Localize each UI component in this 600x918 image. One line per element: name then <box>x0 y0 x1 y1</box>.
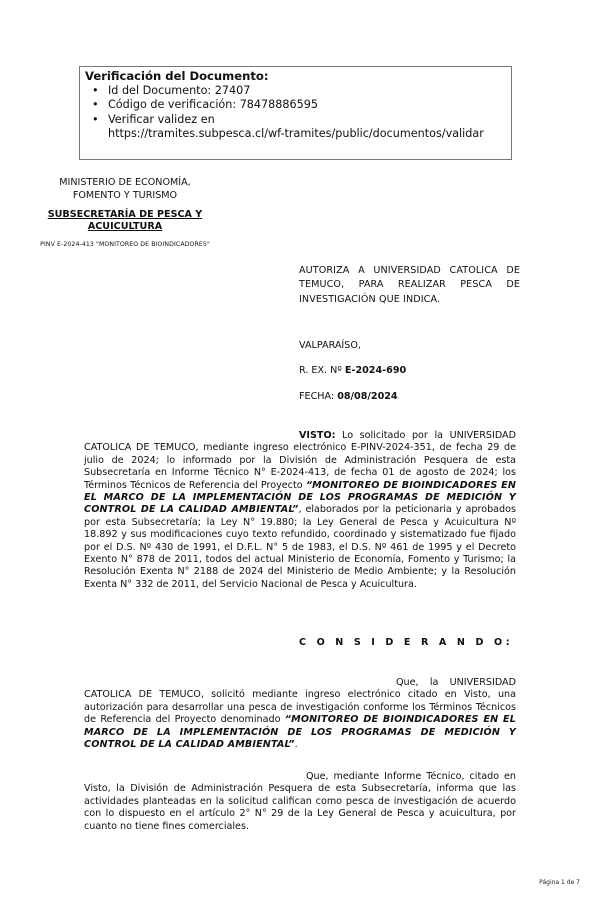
ministry-name <box>30 177 220 202</box>
considerando-paragraph-2: Que, mediante Informe Técnico, citado en Visto, la División de Administración Pesquera de esta Subsecretaría, informa que las actividades planteadas en la solicitud califican como pesca de investigación de acuerdo con lo dispuesto en el artículo 2° N° 29 de la Ley General de Pesca y acuicultura, por cuanto no tiene fines comerciales. <box>84 771 516 832</box>
considerando-1-text: Que, la UNIVERSIDAD CATOLICA DE TEMUCO, solicitó mediante ingreso electrónico citado en Visto, una autorización para desarrollar una pesca de investigación conforme los Términos Técnicos de Referencia del Proyecto denominado <box>84 677 516 726</box>
pinv-reference: PINV E-2024-413 "MONITOREO DE BIOINDICADORES" <box>40 241 210 248</box>
verify-validity <box>108 113 505 142</box>
date-label: FECHA: <box>299 391 335 402</box>
verify-validity-label: Verificar validez en <box>108 112 215 126</box>
rex-label: R. EX. Nº <box>299 365 342 376</box>
date-value: 08/08/2024 <box>337 391 398 402</box>
resolution-summary: AUTORIZA A UNIVERSIDAD CATOLICA DE TEMUCO, PARA REALIZAR PESCA DE INVESTIGACIÓN QUE INDICA. <box>299 265 520 305</box>
visto-project: “MONITOREO DE BIOINDICADORES EN EL MARCO DE LA IMPLEMENTACIÓN DE LOS PROGRAMAS DE MEDICIÓN Y CONTROL DE LA CALIDAD AMBIENTAL” <box>84 479 516 516</box>
verification-code: • Código de verificación: 78478886595 <box>108 98 505 113</box>
subsecretaria-name: SUBSECRETARÍA DE PESCA Y ACUICULTURA <box>47 209 203 232</box>
considerando-heading: C O N S I D E R A N D O: <box>299 637 514 648</box>
visto-label: VISTO: <box>299 430 336 441</box>
resolution-date <box>299 391 398 402</box>
considerando-1-project: “MONITOREO DE BIOINDICADORES EN EL MARCO DE LA IMPLEMENTACIÓN DE LOS PROGRAMAS DE MEDICIÓN Y CONTROL DE LA CALIDAD AMBIENTAL” <box>84 714 516 751</box>
place: VALPARAÍSO, <box>299 340 361 351</box>
verification-list <box>86 84 505 142</box>
visto-paragraph <box>84 430 516 591</box>
considerando-1-end: . <box>294 739 298 751</box>
visto-text-2: , elaborados por la peticionaria y aprobados por esta Subsecretaría; la Ley N° 19.880; la Ley General de Pesca y Acuicultura Nº 18.892 y sus modificaciones cuyo texto refundido, coordinado y sistematizado fue fijado por el D.S. Nº 430 de 1991, el D.F.L. N° 5 de 1983, el D.S. Nº 461 de 1995 y el Decreto Exento N° 878 de 2011, todos del actual Ministerio de Economía, Fomento y Turismo; la Resolución Exenta N° 2188 de 2024 del Ministerio de Medio Ambiente; y la Resolución Exenta N° 332 de 2011, del Servicio Nacional de Pesca y Acuicultura. <box>84 504 516 590</box>
document-id: • Id del Documento: 27407 <box>108 84 505 99</box>
considerando-paragraph-1 <box>84 677 516 751</box>
rex-number: E-2024-690 <box>344 365 407 376</box>
ministry-line-1: MINISTERIO DE ECONOMÍA, <box>59 177 191 188</box>
ministry-line-2: FOMENTO Y TURISMO <box>72 189 178 201</box>
visto-text-1: Lo solicitado por la UNIVERSIDAD CATOLICA DE TEMUCO, mediante ingreso electrónico E-PINV-2024-351, de fecha 29 de julio de 2024; lo informado por la División de Administración Pesquera de esta Subsecretaría en Informe Técnico N° E-2024-413, de fecha 01 de agosto de 2024; los Términos Técnicos de Referencia del Proyecto <box>84 430 516 491</box>
verification-box <box>79 66 512 160</box>
resolution-number <box>299 365 406 376</box>
verification-title: Verificación del Documento: <box>85 69 269 83</box>
verification-url[interactable]: https://tramites.subpesca.cl/wf-tramites/public/documentos/validar <box>108 127 484 140</box>
page-number: Página 1 de 7 <box>539 879 580 886</box>
